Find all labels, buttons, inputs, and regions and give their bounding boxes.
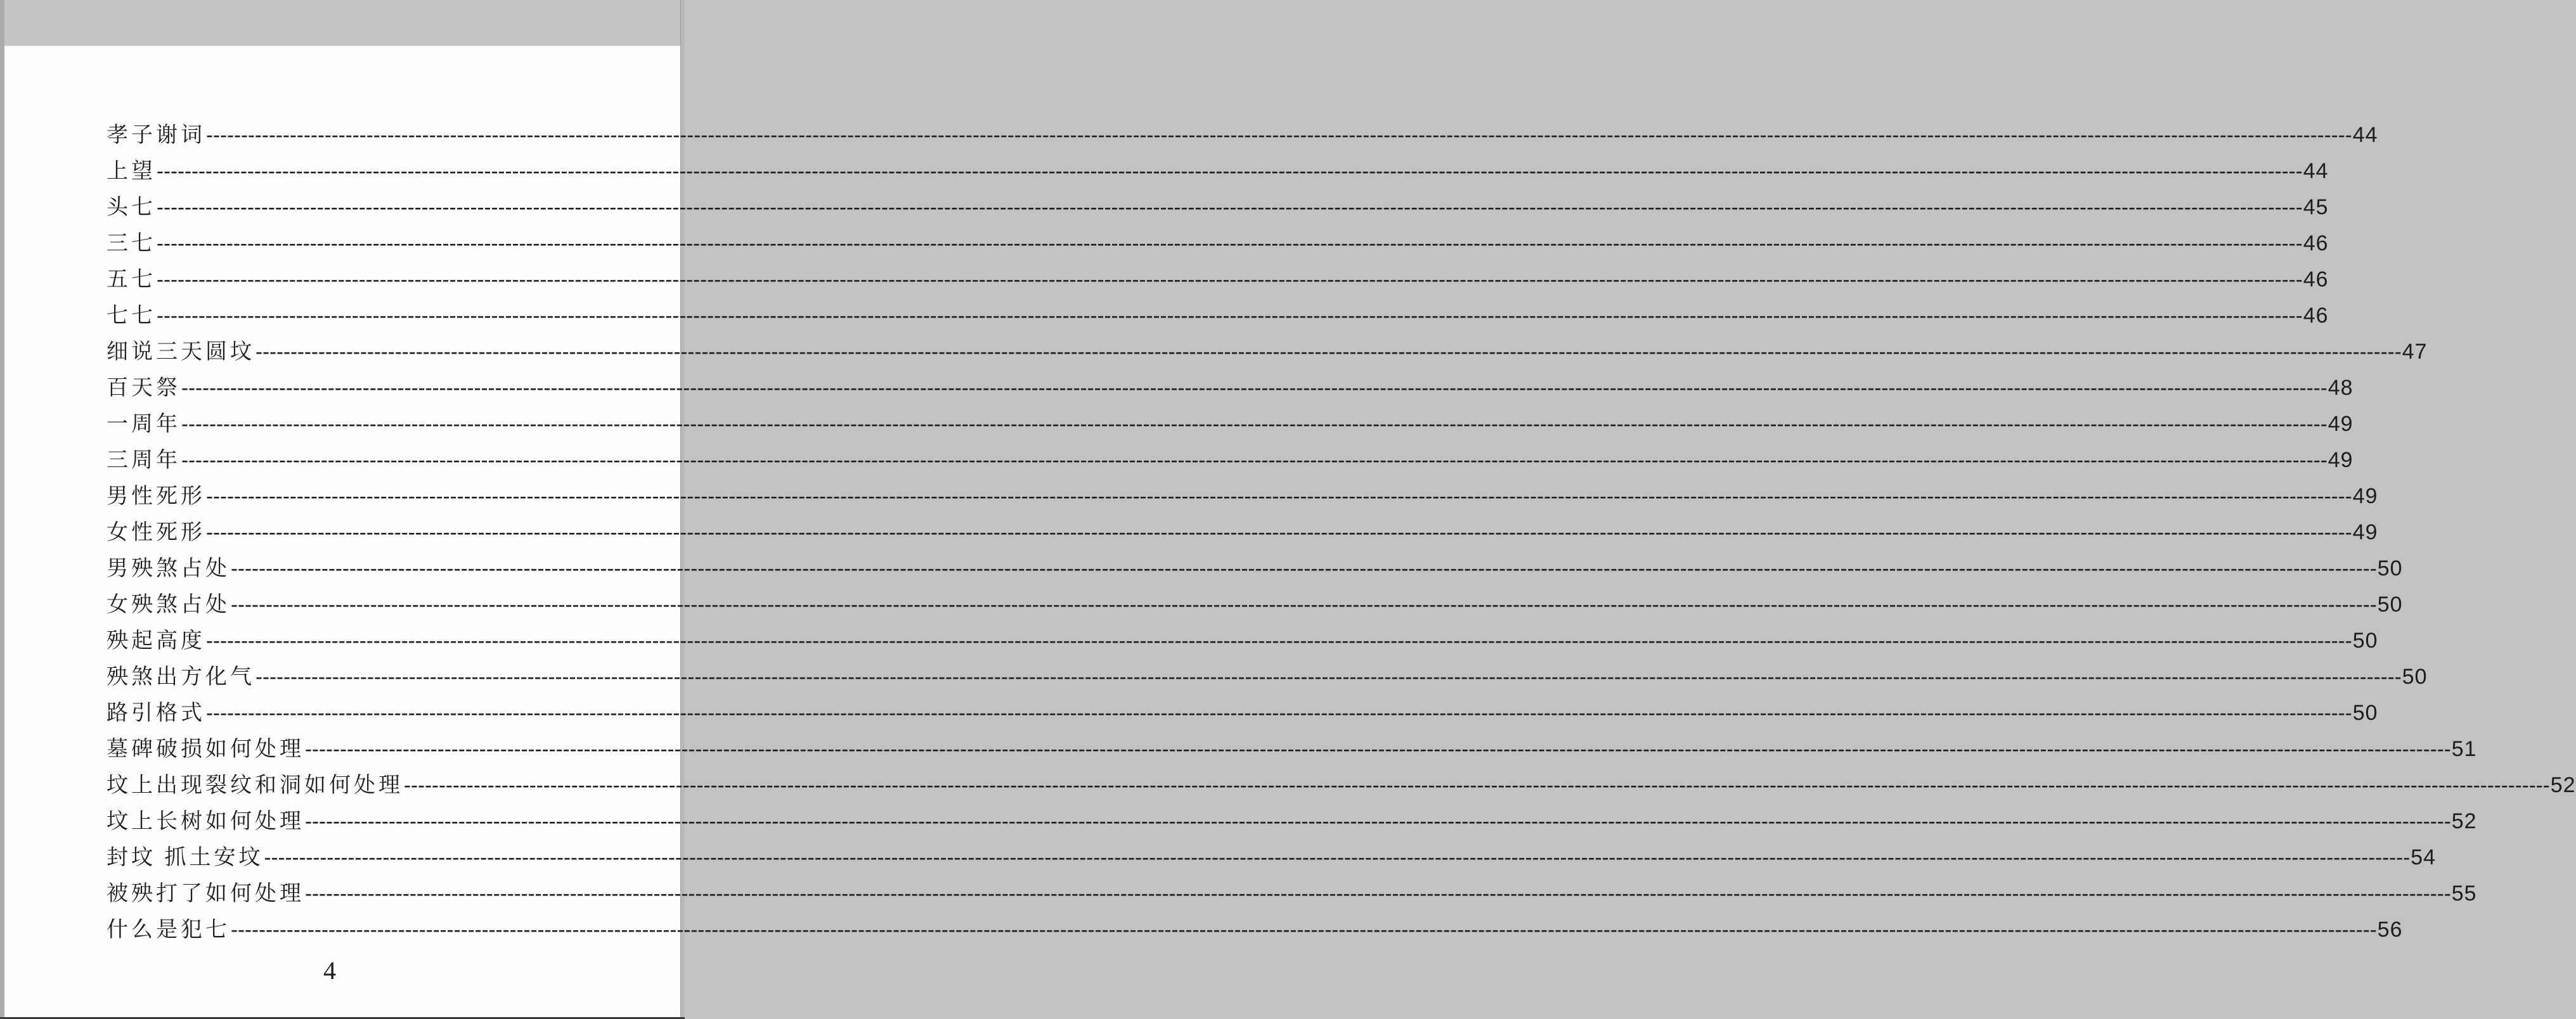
toc-dot-leader: -------------------------------------------------------------------------------------------------------------------------------------------------------------------------------------------------------------------------------------------------------------------------------------------------------------------- xyxy=(264,845,2411,869)
toc-row xyxy=(107,406,2353,442)
toc-row xyxy=(107,550,2403,586)
toc-entry-title: 被殃打了如何处理 xyxy=(107,882,304,906)
toc-row xyxy=(107,297,2329,333)
toc-row xyxy=(107,189,2329,225)
toc-dot-leader: -------------------------------------------------------------------------------------------------------------------------------------------------------------------------------------------------------------------------------------------------------------------------------------------------------------------- xyxy=(206,629,2352,652)
toc-entry-page-number: 54 xyxy=(2411,845,2437,869)
toc-dot-leader: -------------------------------------------------------------------------------------------------------------------------------------------------------------------------------------------------------------------------------------------------------------------------------------------------------------------- xyxy=(231,918,2377,941)
toc-row xyxy=(107,658,2428,695)
toc-entry-title: 七七 xyxy=(107,304,156,328)
toc-entry-title: 孝子谢词 xyxy=(107,124,205,147)
toc-entry-title: 什么是犯七 xyxy=(107,918,230,942)
toc-entry-title: 上望 xyxy=(107,160,156,183)
toc-entry-title: 头七 xyxy=(107,196,156,219)
toc-dot-leader: -------------------------------------------------------------------------------------------------------------------------------------------------------------------------------------------------------------------------------------------------------------------------------------------------------------------- xyxy=(181,448,2327,471)
toc-dot-leader: -------------------------------------------------------------------------------------------------------------------------------------------------------------------------------------------------------------------------------------------------------------------------------------------------------------------- xyxy=(404,773,2550,797)
toc-entry-page-number: 44 xyxy=(2352,123,2378,147)
table-of-contents xyxy=(107,117,2576,947)
toc-row xyxy=(107,586,2403,622)
toc-dot-leader: -------------------------------------------------------------------------------------------------------------------------------------------------------------------------------------------------------------------------------------------------------------------------------------------------------------------- xyxy=(181,376,2327,399)
toc-row xyxy=(107,514,2378,550)
toc-dot-leader: -------------------------------------------------------------------------------------------------------------------------------------------------------------------------------------------------------------------------------------------------------------------------------------------------------------------- xyxy=(305,881,2451,905)
toc-dot-leader: -------------------------------------------------------------------------------------------------------------------------------------------------------------------------------------------------------------------------------------------------------------------------------------------------------------------- xyxy=(305,737,2451,760)
toc-entry-page-number: 49 xyxy=(2352,484,2378,508)
toc-entry-page-number: 49 xyxy=(2327,412,2353,436)
toc-entry-page-number: 50 xyxy=(2352,629,2378,653)
toc-dot-leader: -------------------------------------------------------------------------------------------------------------------------------------------------------------------------------------------------------------------------------------------------------------------------------------------------------------------- xyxy=(206,123,2352,146)
toc-dot-leader: -------------------------------------------------------------------------------------------------------------------------------------------------------------------------------------------------------------------------------------------------------------------------------------------------------------------- xyxy=(157,231,2303,255)
toc-entry-title: 女殃煞占处 xyxy=(107,593,230,617)
toc-entry-page-number: 50 xyxy=(2377,593,2403,617)
toc-entry-title: 女性死形 xyxy=(107,521,205,544)
toc-dot-leader: -------------------------------------------------------------------------------------------------------------------------------------------------------------------------------------------------------------------------------------------------------------------------------------------------------------------- xyxy=(256,340,2402,363)
toc-row xyxy=(107,442,2353,478)
toc-entry-title: 坟上长树如何处理 xyxy=(107,810,304,833)
toc-entry-page-number: 49 xyxy=(2327,448,2353,472)
toc-entry-title: 封坟 抓土安坟 xyxy=(107,846,264,869)
toc-entry-page-number: 50 xyxy=(2352,701,2378,725)
toc-dot-leader: -------------------------------------------------------------------------------------------------------------------------------------------------------------------------------------------------------------------------------------------------------------------------------------------------------------------- xyxy=(157,267,2303,291)
toc-row xyxy=(107,803,2477,839)
toc-dot-leader: -------------------------------------------------------------------------------------------------------------------------------------------------------------------------------------------------------------------------------------------------------------------------------------------------------------------- xyxy=(256,665,2402,688)
toc-row xyxy=(107,478,2378,514)
toc-entry-title: 三周年 xyxy=(107,449,181,472)
toc-row xyxy=(107,695,2378,731)
toc-row xyxy=(107,333,2428,369)
toc-dot-leader: -------------------------------------------------------------------------------------------------------------------------------------------------------------------------------------------------------------------------------------------------------------------------------------------------------------------- xyxy=(231,556,2377,580)
scan-edge-left xyxy=(0,0,4,1019)
toc-dot-leader: -------------------------------------------------------------------------------------------------------------------------------------------------------------------------------------------------------------------------------------------------------------------------------------------------------------------- xyxy=(157,304,2303,327)
toc-row xyxy=(107,911,2403,947)
toc-entry-page-number: 46 xyxy=(2303,231,2329,255)
toc-entry-title: 一周年 xyxy=(107,413,181,436)
toc-entry-page-number: 46 xyxy=(2303,267,2329,292)
toc-row xyxy=(107,261,2329,297)
toc-entry-title: 路引格式 xyxy=(107,702,205,725)
toc-dot-leader: -------------------------------------------------------------------------------------------------------------------------------------------------------------------------------------------------------------------------------------------------------------------------------------------------------------------- xyxy=(206,701,2352,724)
toc-dot-leader: -------------------------------------------------------------------------------------------------------------------------------------------------------------------------------------------------------------------------------------------------------------------------------------------------------------------- xyxy=(305,809,2451,833)
toc-row xyxy=(107,875,2477,911)
toc-dot-leader: -------------------------------------------------------------------------------------------------------------------------------------------------------------------------------------------------------------------------------------------------------------------------------------------------------------------- xyxy=(181,412,2327,435)
toc-entry-title: 百天祭 xyxy=(107,376,181,400)
toc-row xyxy=(107,731,2477,767)
toc-row xyxy=(107,839,2437,875)
toc-entry-page-number: 50 xyxy=(2402,665,2428,689)
toc-entry-page-number: 45 xyxy=(2303,195,2329,219)
toc-dot-leader: -------------------------------------------------------------------------------------------------------------------------------------------------------------------------------------------------------------------------------------------------------------------------------------------------------------------- xyxy=(157,195,2303,219)
toc-entry-page-number: 52 xyxy=(2451,809,2477,833)
toc-entry-page-number: 56 xyxy=(2377,918,2403,942)
toc-entry-title: 殃起高度 xyxy=(107,629,205,653)
toc-entry-title: 坟上出现裂纹和洞如何处理 xyxy=(107,774,403,797)
toc-entry-title: 五七 xyxy=(107,268,156,292)
toc-dot-leader: -------------------------------------------------------------------------------------------------------------------------------------------------------------------------------------------------------------------------------------------------------------------------------------------------------------------- xyxy=(157,159,2303,183)
toc-entry-title: 殃煞出方化气 xyxy=(107,665,255,689)
toc-entry-page-number: 44 xyxy=(2303,159,2329,183)
toc-entry-page-number: 55 xyxy=(2451,881,2477,906)
toc-entry-title: 三七 xyxy=(107,232,156,255)
toc-dot-leader: -------------------------------------------------------------------------------------------------------------------------------------------------------------------------------------------------------------------------------------------------------------------------------------------------------------------- xyxy=(206,484,2352,508)
toc-row xyxy=(107,622,2378,658)
toc-entry-title: 墓碑破损如何处理 xyxy=(107,738,304,761)
toc-row xyxy=(107,369,2353,406)
toc-entry-page-number: 46 xyxy=(2303,304,2329,328)
toc-entry-title: 细说三天圆坟 xyxy=(107,340,255,364)
toc-entry-page-number: 49 xyxy=(2352,520,2378,544)
page-number: 4 xyxy=(323,956,336,985)
toc-entry-page-number: 52 xyxy=(2550,773,2576,797)
toc-entry-page-number: 51 xyxy=(2451,737,2477,761)
scanner-background-band xyxy=(0,0,685,46)
toc-dot-leader: -------------------------------------------------------------------------------------------------------------------------------------------------------------------------------------------------------------------------------------------------------------------------------------------------------------------- xyxy=(231,593,2377,616)
toc-dot-leader: -------------------------------------------------------------------------------------------------------------------------------------------------------------------------------------------------------------------------------------------------------------------------------------------------------------------- xyxy=(206,520,2352,544)
toc-row xyxy=(107,117,2378,153)
toc-entry-title: 男性死形 xyxy=(107,485,205,508)
toc-row xyxy=(107,153,2329,189)
toc-entry-page-number: 47 xyxy=(2402,340,2428,364)
toc-entry-title: 男殃煞占处 xyxy=(107,557,230,580)
toc-row xyxy=(107,225,2329,261)
toc-row xyxy=(107,767,2576,803)
toc-entry-page-number: 48 xyxy=(2327,376,2353,400)
toc-entry-page-number: 50 xyxy=(2377,556,2403,580)
